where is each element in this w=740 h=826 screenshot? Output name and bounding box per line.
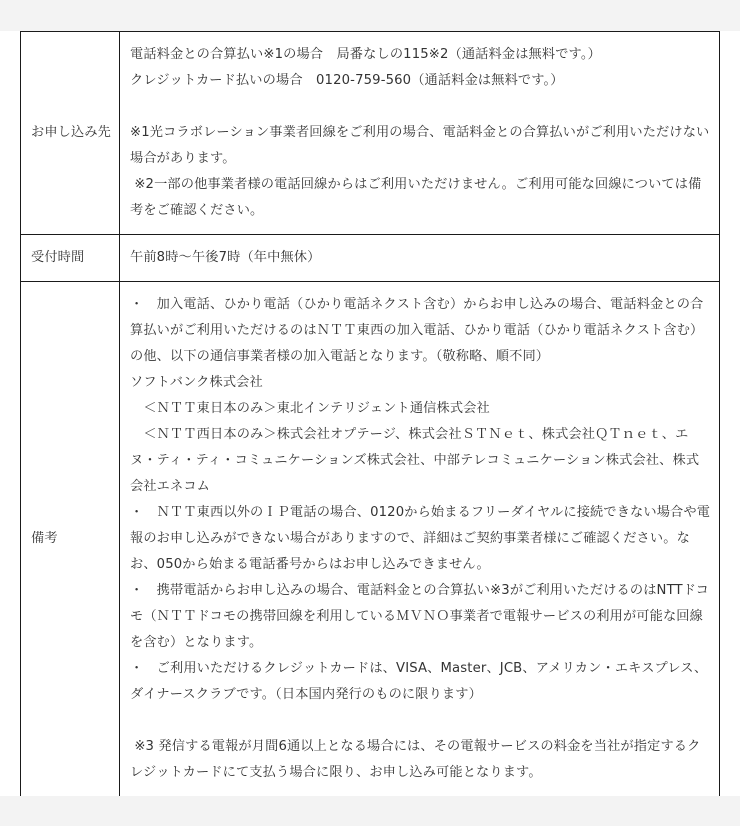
content-line: ＜ＮＴＴ東日本のみ＞東北インテリジェント通信株式会社 — [130, 401, 490, 416]
table-row-remarks — [21, 282, 720, 797]
row-label-reception-hours: 受付時間 — [21, 235, 120, 282]
content-line — [130, 708, 711, 734]
content-line: ※1光コラボレーション事業者回線をご利用の場合、電話料金との合算払いがご利用いただけない場合があります。 — [130, 125, 710, 166]
row-content-reception-hours — [120, 235, 720, 282]
content-line: ・ ご利用いただけるクレジットカードは、VISA、Master、JCB、アメリカン・エキスプレス、ダイナースクラブです。（日本国内発行のものに限ります） — [130, 661, 708, 702]
content-line: ソフトバンク株式会社 — [130, 375, 263, 390]
telegram-application-info-table — [20, 31, 720, 797]
content-line: 午前8時～午後7時（年中無休） — [130, 250, 321, 265]
table-row-application-contact — [21, 32, 720, 235]
row-content-remarks — [120, 282, 720, 797]
content-line: ＜ＮＴＴ西日本のみ＞株式会社オプテージ、株式会社ＳＴＮｅｔ、株式会社ＱＴｎｅｔ、エヌ・ティ・ティ・コミュニケーションズ株式会社、中部テレコミュニケーション株式会社、株式会社エネコム — [130, 427, 700, 494]
document-sheet — [0, 31, 740, 796]
content-line: 電話料金との合算払い※1の場合 局番なしの115※2（通話料金は無料です。） — [130, 47, 601, 62]
content-line: ・ 加入電話、ひかり電話（ひかり電話ネクスト含む）からお申し込みの場合、電話料金との合算払いがご利用いただけるのはＮＴＴ東西の加入電話、ひかり電話（ひかり電話ネクスト含む）の他、以下の通信事業者様の加入電話となります。（敬称略、順不同） — [130, 297, 704, 364]
page-footer-strip — [0, 796, 740, 826]
content-line: ・ 携帯電話からお申し込みの場合、電話料金との合算払い※3がご利用いただけるのはNTTドコモ（ＮＴＴドコモの携帯回線を利用しているＭＶＮＯ事業者で電報サービスの利用が可能な回線を含む）となります。 — [130, 583, 709, 650]
content-line — [130, 94, 711, 120]
content-line: ・ ＮＴＴ東西以外のＩＰ電話の場合、0120から始まるフリーダイヤルに接続できない場合や電報のお申し込みができない場合がありますので、詳細はご契約事業者様にご確認ください。なお、050から始まる電話番号からはお申し込みできません。 — [130, 505, 711, 572]
content-line: ※2一部の他事業者様の電話回線からはご利用いただけません。ご利用可能な回線については備考をご確認ください。 — [130, 177, 702, 218]
row-content-application-contact — [120, 32, 720, 235]
row-label-remarks: 備考 — [21, 282, 120, 797]
content-line: クレジットカード払いの場合 0120-759-560（通話料金は無料です。） — [130, 73, 564, 88]
row-label-application-contact: お申し込み先 — [21, 32, 120, 235]
content-line: ※3 発信する電報が月間6通以上となる場合には、その電報サービスの料金を当社が指定するクレジットカードにて支払う場合に限り、お申し込み可能となります。 — [130, 739, 701, 780]
table-row-reception-hours — [21, 235, 720, 282]
